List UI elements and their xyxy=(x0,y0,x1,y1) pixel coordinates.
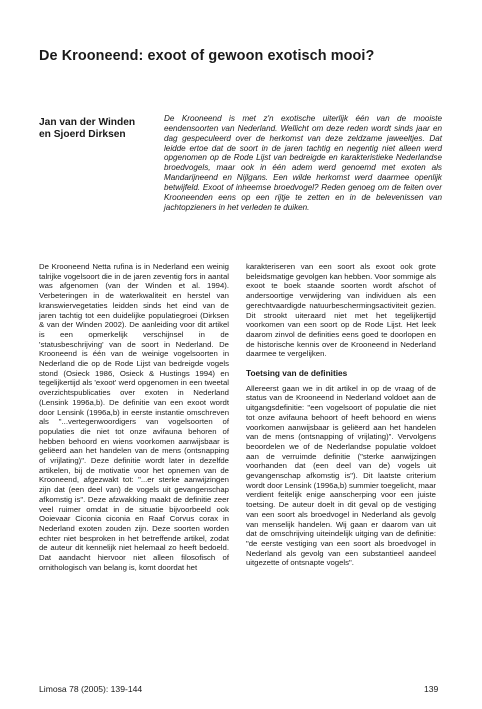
page-number: 139 xyxy=(424,684,439,694)
body-column-left xyxy=(39,262,229,573)
article-title: De Krooneend: exoot of gewoon exotisch mooi? xyxy=(39,48,375,64)
body-paragraph: Allereerst gaan we in dit artikel in op de vraag of de status van de Krooneend in Nederland voldoet aan de uitgangsdefinitie: "een vogelsoort of populatie die niet tot onze avifauna behoort of heeft behoord en wiens voorkomen aanwijsbaar is geliëerd aan het handelen van de mens (ontsnapping of vrijlating)". Vervolgens beoordelen we of de Nederlandse populatie voldoet aan de verruimde definitie ("sterke aanwijzingen voorhanden dat (een deel van de) vogels uit gevangenschap afkomstig is"). Dit laatste criterium wordt door Lensink (1996a,b) summier toegelicht, maar verdient feitelijk enige aanscherping voor een juiste toetsing. De auteur doelt in dit geval op de vestiging van een soort als broedvogel in Nederland als gevolg van menselijk handelen. Wij gaan er daarom van uit dat de omschrijving uiteindelijk uitging van de definitie: "de eerste vestiging van een soort als broedvogel in Nederland als gevolg van een substantieel aandeel uitgezette of ontsnapte vogels". xyxy=(246,383,436,568)
body-paragraph: De Krooneend Netta rufina is in Nederland een weinig talrijke vogelsoort die in de jaren zeventig fors in aantal was afgenomen (van der Winden et al. 1994). Verbeteringen in de waterkwaliteit en herstel van kranswiervegetaties leidden sinds het eind van de jaren tachtig tot een duidelijke populatiegroei (Dirksen & van der Winden 2002). De aanleiding voor dit artikel is een opmerkelijk verschijnsel in de 'statusbeschrijving' van de soort in Nederland. De Krooneend is één van de weinige vogelsoorten in Nederland die op de Rode Lijst van bedreigde vogels stond (Osieck 1986, Osieck & Hustings 1994) en tegelijkertijd als 'exoot' werd opgenomen in een tweetal overzichtspublicaties over exoten in Nederland (Lensink 1996a,b). De definitie van een exoot wordt door Lensink (1996a,b) in eerste instantie omschreven als "...vertegenwoordigers van vogelsoorten of populaties die niet tot onze avifauna behoren of hebben behoord en wiens voorkomen aanwijsbaar is geliëerd aan het handelen van de mens (ontsnapping of vrijlating)". Deze definitie wordt later in dezelfde artikelen, bij de motivatie voor het opnemen van de Krooneend, afgezwakt tot: "...er sterke aanwijzingen zijn dat (een deel van) de vogels uit gevangenschap afkomstig is". Deze afzwakking maakt de definitie zeer veel ruimer omdat in de situatie bijvoorbeeld ook Ooievaar Ciconia ciconia en Raaf Corvus corax in Nederland exoten zouden zijn. Deze soorten worden echter niet besproken in het betreffende artikel, zodat de auteur dit kennelijk niet helemaal zo heeft bedoeld. Dat aandacht hiervoor niet alleen filosofisch of ornithologisch van belang is, komt doordat het xyxy=(39,262,229,572)
abstract: De Krooneend is met z'n exotische uiterlijk één van de mooiste eendensoorten van Nederland. Wellicht om deze reden wordt sinds jaar en dag gespeculeerd over de herkomst van deze zeldzame jaweeltjes. Dat leidde ertoe dat de soort in de jaren tachtig en negentig niet alleen werd opgenomen op de Rode Lijst van bedreigde en karakteristieke Nederlandse broedvogels, maar ook in één adem werd genoemd met exoten als Mandarijneend en Nijlgans. Een wilde herkomst werd daarmee openlijk betwijfeld. Exoot of inheemse broedvogel? Reden genoeg om de feiten over Krooneenden eens op een rijtje te zetten en in de belevenissen van jachtopzieners in het verleden te duiken. xyxy=(164,114,442,212)
section-heading: Toetsing van de definities xyxy=(246,368,348,379)
body-column-right xyxy=(246,262,436,568)
author-block xyxy=(39,117,159,140)
author-line-2: en Sjoerd Dirksen xyxy=(39,128,126,140)
author-line-1: Jan van der Winden xyxy=(39,117,136,128)
journal-citation: Limosa 78 (2005): 139-144 xyxy=(39,684,143,694)
body-paragraph: karakteriseren van een soort als exoot ook grote beleidsmatige gevolgen kan hebben. Voor sommige als exoot te boek staande soorten wordt afschot of andersoortige verwijdering van individuen als een gerechtvaardigde natuurbeschermingsactiviteit gezien. Dit strookt uiteraard niet met het tegelijkertijd voorkomen van een soort op de Rode Lijst. Het leek daarom zinvol de definities eens goed te doorlopen en de historische kennis over de Krooneend in Nederland daarmee te vergelijken. xyxy=(246,262,436,359)
